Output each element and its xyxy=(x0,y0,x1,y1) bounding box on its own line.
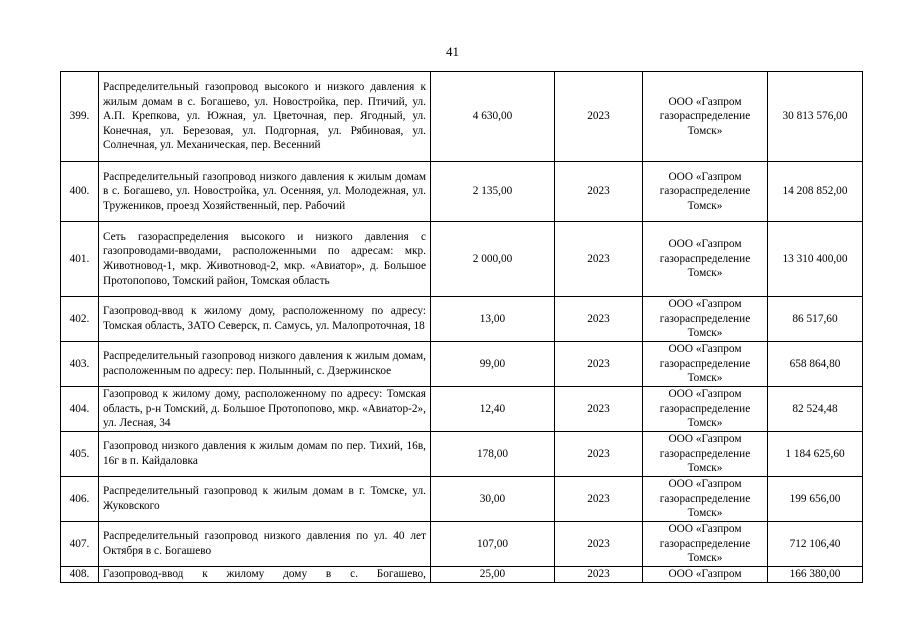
table-row xyxy=(61,342,863,387)
table-row xyxy=(61,222,863,297)
cost-cell: 1 184 625,60 xyxy=(768,432,863,477)
page-number: 41 xyxy=(446,44,459,59)
organization-cell: ООО «Газпром газораспределение Томск» xyxy=(643,432,768,477)
organization-cell: ООО «Газпром газораспределение Томск» xyxy=(643,387,768,432)
table-row xyxy=(61,297,863,342)
year-cell: 2023 xyxy=(555,522,643,567)
object-description-cell: Газопровод-ввод к жилому дому в с. Богашево, xyxy=(99,567,431,583)
table-row xyxy=(61,387,863,432)
organization-cell: ООО «Газпром газораспределение Томск» xyxy=(643,72,768,162)
table-row xyxy=(61,72,863,162)
year-cell: 2023 xyxy=(555,297,643,342)
table-row xyxy=(61,477,863,522)
row-number-cell: 403. xyxy=(61,342,99,387)
organization-cell: ООО «Газпром газораспределение Томск» xyxy=(643,162,768,222)
cost-cell: 658 864,80 xyxy=(768,342,863,387)
length-cell: 12,40 xyxy=(431,387,555,432)
year-cell: 2023 xyxy=(555,477,643,522)
organization-cell: ООО «Газпром газораспределение Томск» xyxy=(643,342,768,387)
row-number-cell: 406. xyxy=(61,477,99,522)
row-number-cell: 407. xyxy=(61,522,99,567)
row-number-cell: 402. xyxy=(61,297,99,342)
organization-cell: ООО «Газпром газораспределение Томск» xyxy=(643,477,768,522)
length-cell: 178,00 xyxy=(431,432,555,477)
cost-cell: 712 106,40 xyxy=(768,522,863,567)
cost-cell: 82 524,48 xyxy=(768,387,863,432)
table-row xyxy=(61,522,863,567)
cost-cell: 199 656,00 xyxy=(768,477,863,522)
object-description-cell: Газопровод к жилому дому, расположенному по адресу: Томская область, р-н Томский, д. Большое Протопопово, мкр. «Авиатор-2», ул. Лесная, 34 xyxy=(99,387,431,432)
object-description-cell: Распределительный газопровод низкого давления к жилым домам в с. Богашево, ул. Новостройка, ул. Осенняя, ул. Молодежная, ул. Тружеников, проезд Хозяйственный, пер. Рабочий xyxy=(99,162,431,222)
table-row xyxy=(61,162,863,222)
length-cell: 13,00 xyxy=(431,297,555,342)
row-number-cell: 404. xyxy=(61,387,99,432)
object-description-cell: Распределительный газопровод высокого и низкого давления к жилым домам в с. Богашево, ул. Новостройка, пер. Птичий, ул. А.П. Крепкова, ул. Южная, ул. Цветочная, пер. Ягодный, ул. Конечная, ул. Березовая, ул. Подгорная, ул. Рябиновая, ул. Солнечная, ул. Механическая, пер. Весенний xyxy=(99,72,431,162)
length-cell: 107,00 xyxy=(431,522,555,567)
year-cell: 2023 xyxy=(555,342,643,387)
object-description-cell: Сеть газораспределения высокого и низкого давления с газопроводами-вводами, расположенными по адресам: мкр. Животновод-1, мкр. Животновод-2, мкр. «Авиатор», д. Большое Протопопово, Томский район, Томская область xyxy=(99,222,431,297)
object-description-cell: Газопровод-ввод к жилому дому, расположенному по адресу: Томская область, ЗАТО Северск, п. Самусь, ул. Малопроточная, 18 xyxy=(99,297,431,342)
object-description-cell: Распределительный газопровод низкого давления к жилым домам, расположенным по адресу: пер. Полынный, с. Дзержинское xyxy=(99,342,431,387)
cost-cell: 166 380,00 xyxy=(768,567,863,583)
year-cell: 2023 xyxy=(555,162,643,222)
row-number-cell: 408. xyxy=(61,567,99,583)
length-cell: 30,00 xyxy=(431,477,555,522)
length-cell: 2 135,00 xyxy=(431,162,555,222)
row-number-cell: 405. xyxy=(61,432,99,477)
table-row xyxy=(61,432,863,477)
row-number-cell: 400. xyxy=(61,162,99,222)
cost-cell: 86 517,60 xyxy=(768,297,863,342)
object-description-cell: Распределительный газопровод низкого давления по ул. 40 лет Октября в с. Богашево xyxy=(99,522,431,567)
year-cell: 2023 xyxy=(555,432,643,477)
year-cell: 2023 xyxy=(555,387,643,432)
length-cell: 99,00 xyxy=(431,342,555,387)
cost-cell: 13 310 400,00 xyxy=(768,222,863,297)
organization-cell: ООО «Газпром газораспределение Томск» xyxy=(643,297,768,342)
row-number-cell: 401. xyxy=(61,222,99,297)
object-description-cell: Распределительный газопровод к жилым домам в г. Томске, ул. Жуковского xyxy=(99,477,431,522)
organization-cell: ООО «Газпром xyxy=(643,567,768,583)
object-description-cell: Газопровод низкого давления к жилым домам по пер. Тихий, 16в, 16г в п. Кайдаловка xyxy=(99,432,431,477)
table-row xyxy=(61,567,863,583)
row-number-cell: 399. xyxy=(61,72,99,162)
length-cell: 4 630,00 xyxy=(431,72,555,162)
organization-cell: ООО «Газпром газораспределение Томск» xyxy=(643,222,768,297)
year-cell: 2023 xyxy=(555,72,643,162)
organization-cell: ООО «Газпром газораспределение Томск» xyxy=(643,522,768,567)
year-cell: 2023 xyxy=(555,222,643,297)
length-cell: 2 000,00 xyxy=(431,222,555,297)
length-cell: 25,00 xyxy=(431,567,555,583)
year-cell: 2023 xyxy=(555,567,643,583)
cost-cell: 14 208 852,00 xyxy=(768,162,863,222)
objects-table xyxy=(60,71,863,583)
cost-cell: 30 813 576,00 xyxy=(768,72,863,162)
